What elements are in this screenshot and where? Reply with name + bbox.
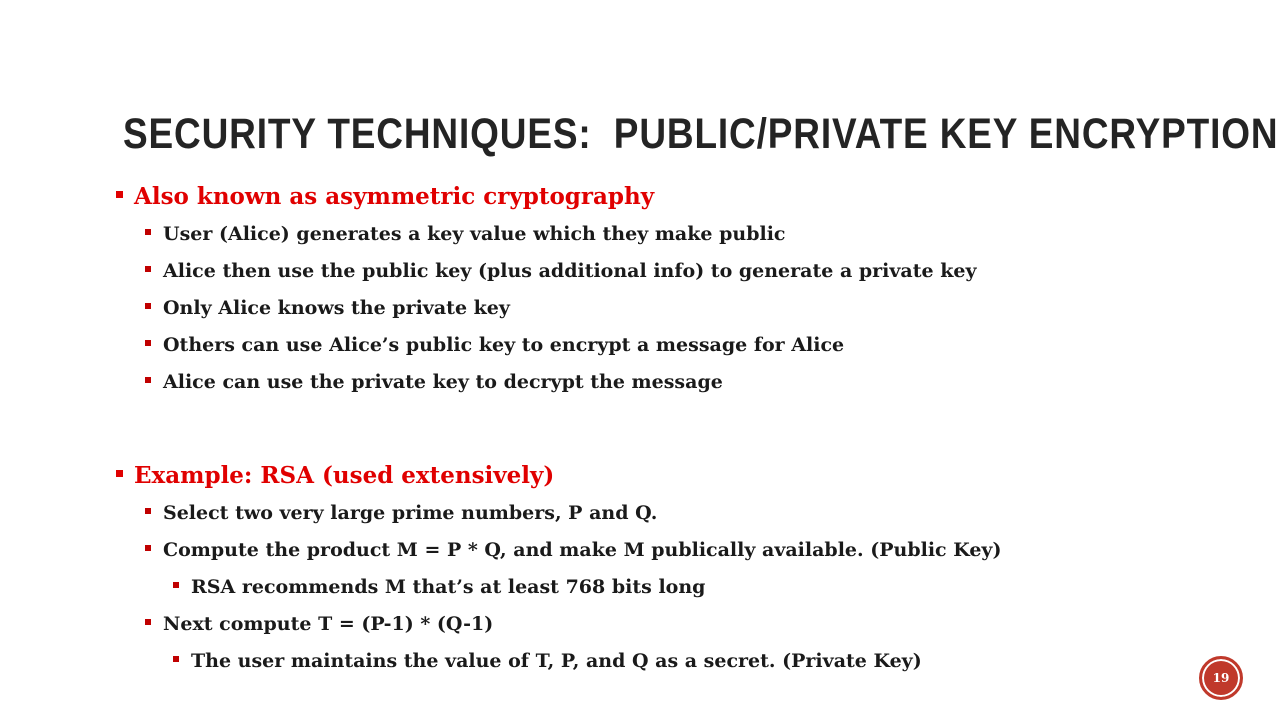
bullet-text: Compute the product M = P * Q, and make M publically available. (Public Key) [163,539,1002,561]
square-bullet-icon [173,656,179,662]
square-bullet-icon [145,619,151,625]
square-bullet-icon [116,470,123,477]
square-bullet-icon [145,508,151,514]
page-number: 19 [1212,671,1230,685]
bullet-text: Alice then use the public key (plus additional info) to generate a private key [163,260,977,282]
bullet-text: Also known as asymmetric cryptography [134,183,655,210]
square-bullet-icon [145,340,151,346]
bullet-text: Example: RSA (used extensively) [134,462,555,489]
section-spacer [116,401,1246,457]
page-number-badge [1199,656,1243,700]
sub-bullet-item [116,606,1246,643]
sub-bullet-item [116,253,1246,290]
sub-bullet-item [116,364,1246,401]
bullet-text: The user maintains the value of T, P, and Q as a secret. (Private Key) [191,650,922,672]
square-bullet-icon [173,582,179,588]
square-bullet-icon [145,545,151,551]
bullet-text: RSA recommends M that’s at least 768 bits long [191,576,706,598]
sub-bullet-item [116,290,1246,327]
bullet-text: Next compute T = (P-1) * (Q-1) [163,613,494,635]
bullet-item [116,457,1246,495]
square-bullet-icon [145,229,151,235]
bullet-item [116,178,1246,216]
sub-bullet-item [116,495,1246,532]
square-bullet-icon [145,266,151,272]
square-bullet-icon [145,377,151,383]
square-bullet-icon [145,303,151,309]
bullet-text: Alice can use the private key to decrypt the message [163,371,723,393]
bullet-list [116,178,1246,680]
sub-sub-bullet-item [116,643,1246,680]
sub-bullet-item [116,216,1246,253]
bullet-text: Only Alice knows the private key [163,297,510,319]
square-bullet-icon [116,191,123,198]
sub-sub-bullet-item [116,569,1246,606]
bullet-text: User (Alice) generates a key value which they make public [163,223,786,245]
sub-bullet-item [116,327,1246,364]
bullet-text: Select two very large prime numbers, P and Q. [163,502,658,524]
sub-bullet-item [116,532,1246,569]
bullet-text: Others can use Alice’s public key to encrypt a message for Alice [163,334,845,356]
slide-title: SECURITY TECHNIQUES: PUBLIC/PRIVATE KEY ENCRYPTION [123,110,1279,158]
